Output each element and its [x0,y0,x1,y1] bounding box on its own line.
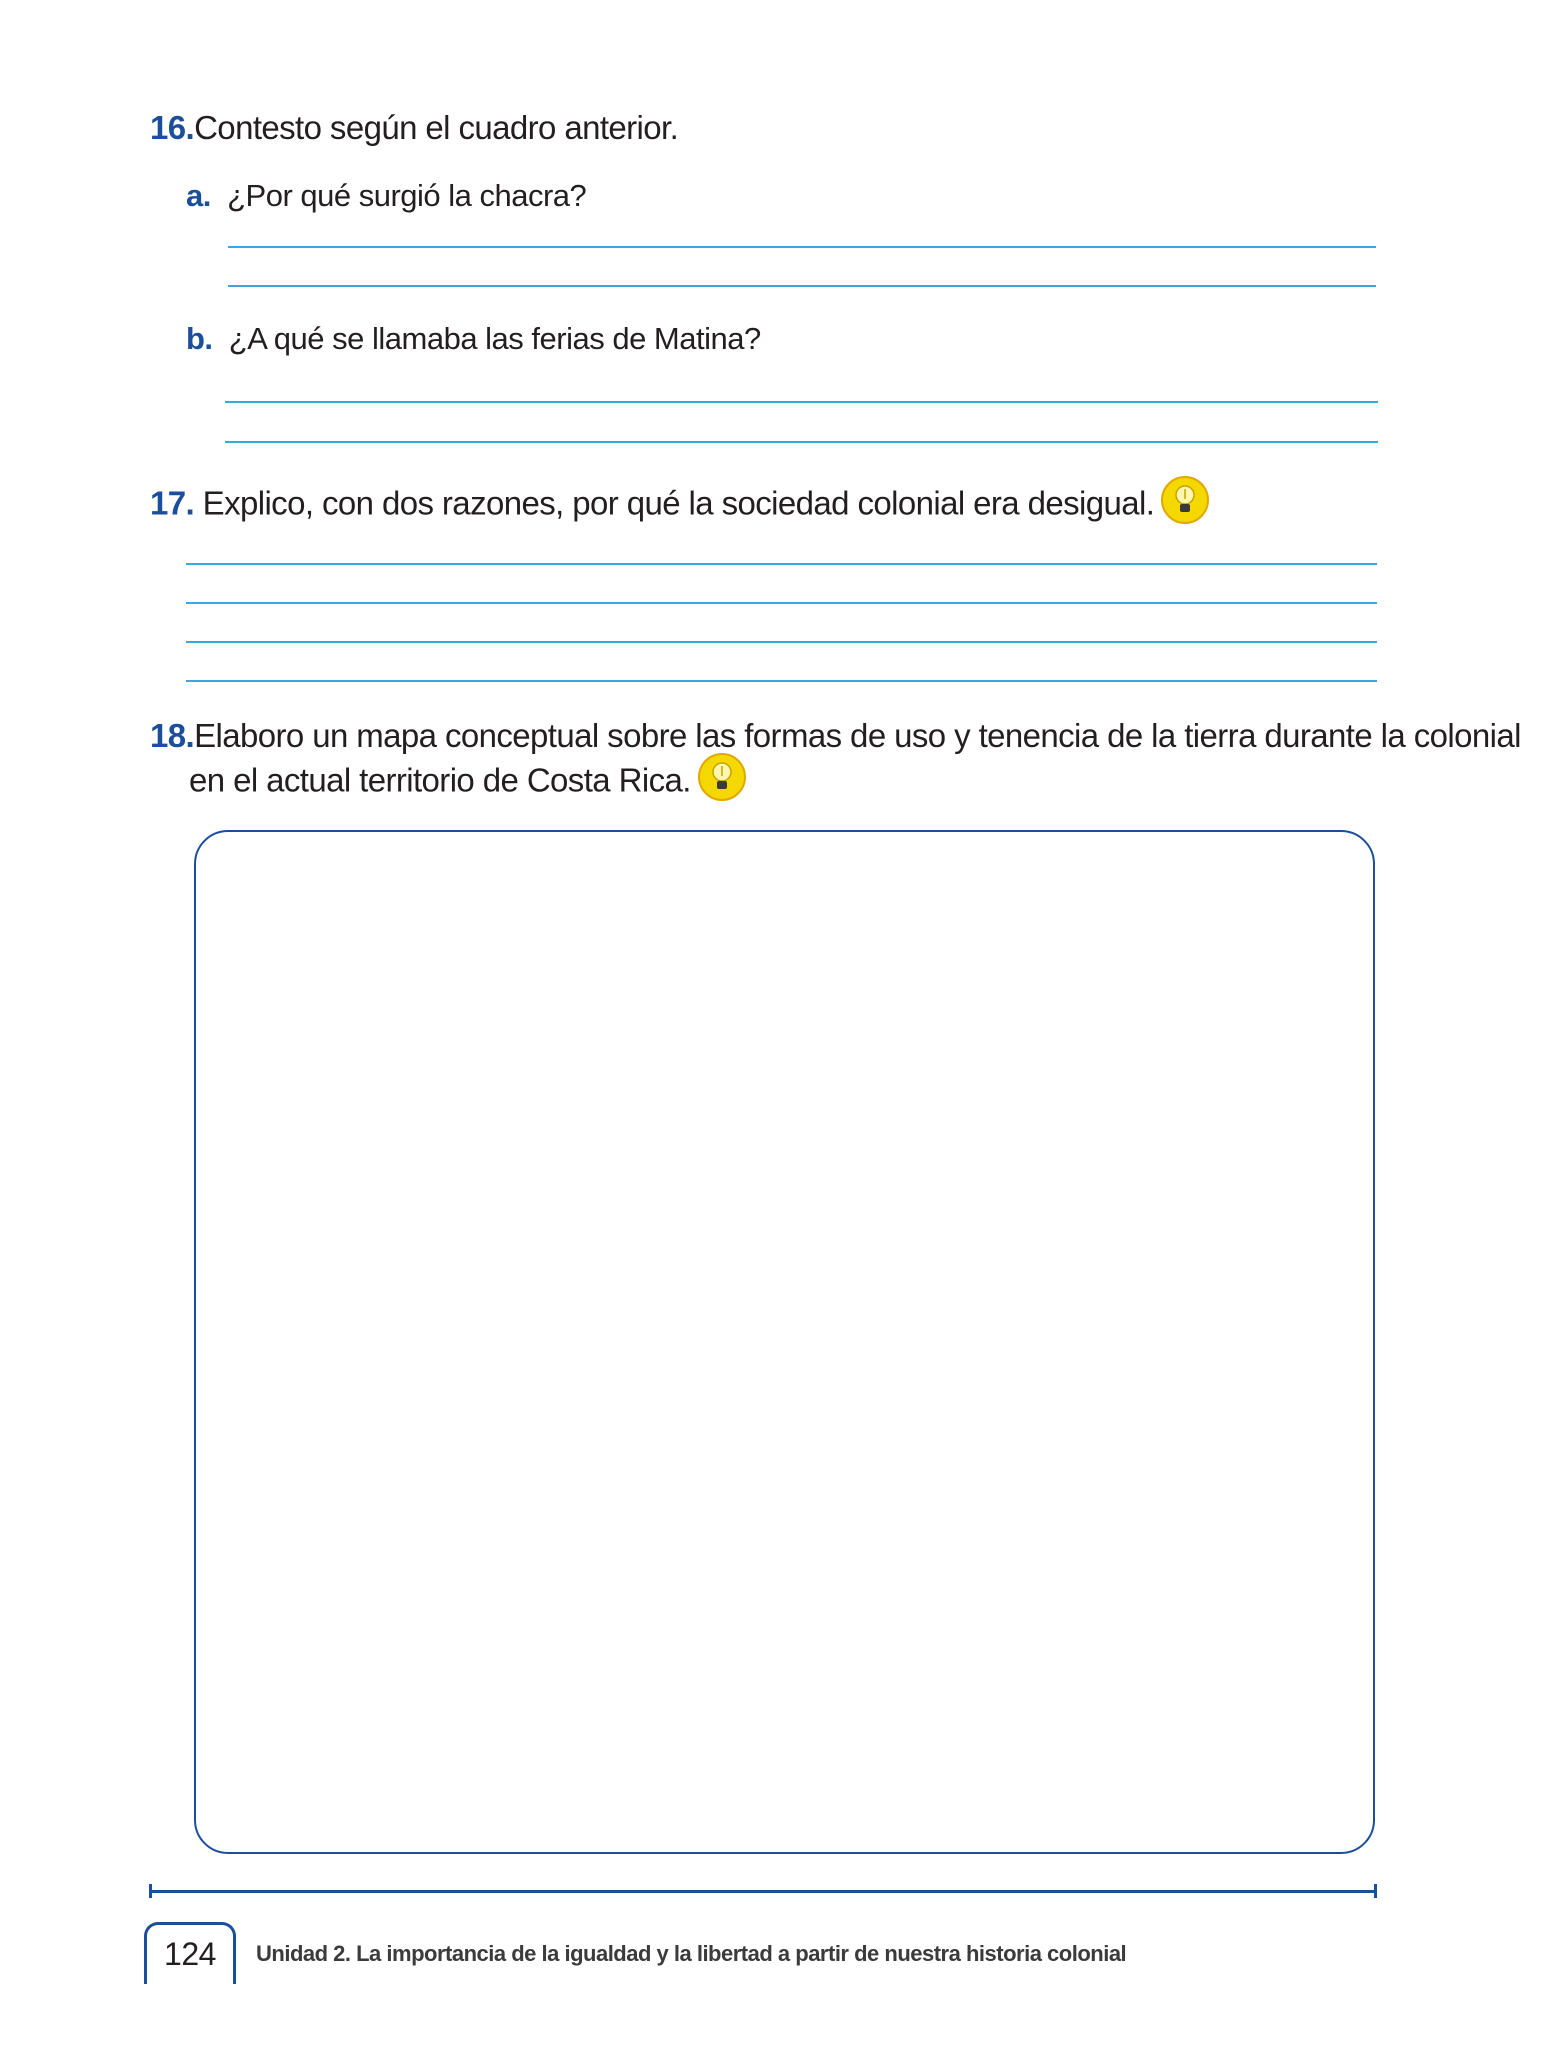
footer-rule-tick-right [1374,1884,1377,1898]
question-16 [150,108,678,148]
sub-question-text: ¿A qué se llamaba las ferias de Matina? [228,321,761,356]
question-17 [150,481,1210,531]
sub-letter: b. [186,321,213,356]
question-number: 16. [150,109,195,146]
question-18 [150,716,1521,756]
concept-map-answer-box[interactable] [194,830,1375,1854]
question-number: 17. [150,484,195,522]
question-text: Explico, con dos razones, por qué la sociedad colonial era desigual. [202,484,1155,522]
sub-letter: a. [186,178,211,213]
answer-line[interactable] [186,680,1377,682]
question-16a [186,177,586,215]
question-text: Contesto según el cuadro anterior. [194,109,679,146]
answer-line[interactable] [228,246,1376,248]
sub-question-text: ¿Por qué surgió la chacra? [227,178,587,213]
question-number: 18. [150,717,195,754]
lightbulb-icon [697,752,747,802]
answer-line[interactable] [186,602,1377,604]
answer-line[interactable] [225,401,1378,403]
question-text-line1: Elaboro un mapa conceptual sobre las formas de uso y tenencia de la tierra durante la colonial [194,717,1521,754]
unit-title: Unidad 2. La importancia de la igualdad y la libertad a partir de nuestra historia colonial [256,1941,1127,1966]
question-text-line2: en el actual territorio de Costa Rica. [189,761,691,799]
page-number-text: 124 [164,1936,216,1972]
question-16b [186,320,761,358]
lightbulb-icon [1160,475,1210,525]
answer-line[interactable] [186,641,1377,643]
question-18-line2 [189,758,747,808]
answer-line[interactable] [225,441,1378,443]
answer-line[interactable] [228,285,1376,287]
answer-line[interactable] [186,563,1377,565]
footer-rule [150,1890,1376,1893]
footer-rule-tick-left [149,1884,152,1898]
page-number [144,1922,236,1984]
